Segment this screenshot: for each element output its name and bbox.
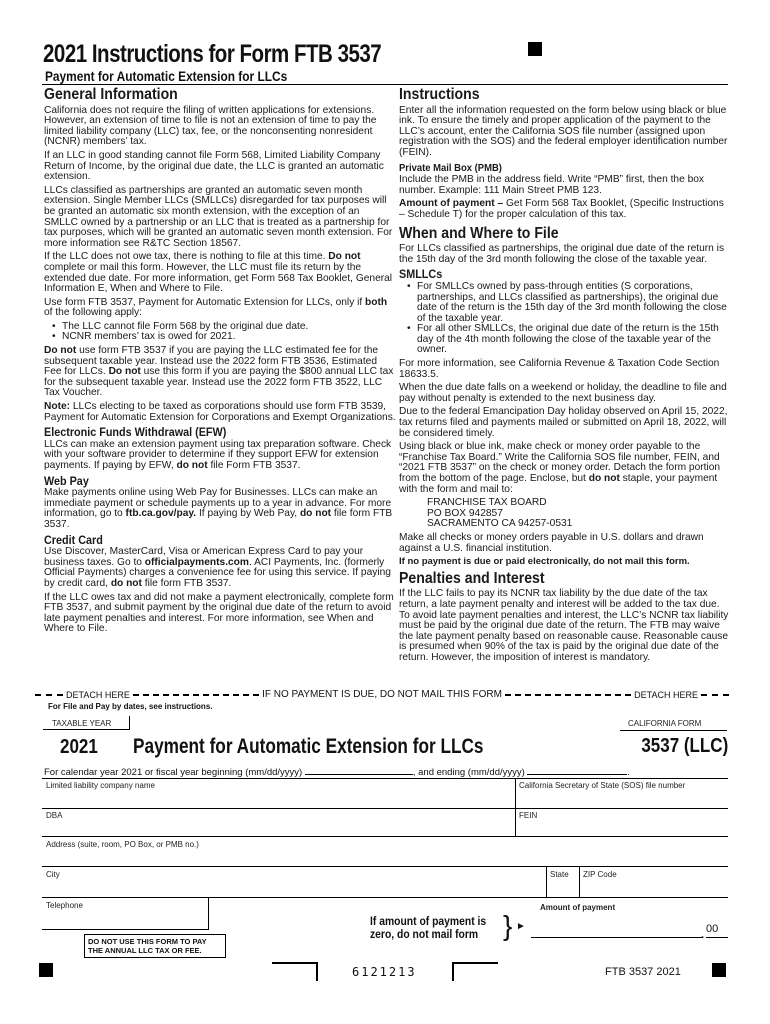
paragraph: For more information, see California Revenue & Taxation Code Section 18633.5.: [399, 358, 720, 380]
paragraph: When the due date falls on a weekend or holiday, the deadline to file and pay without penalty is extended to the next business day.: [399, 382, 727, 404]
detach-warning: IF NO PAYMENT IS DUE, DO NOT MAIL THIS FORM: [262, 689, 502, 700]
smllc-list: [407, 282, 729, 356]
california-form-rule: [620, 730, 727, 731]
general-information-heading: General Information: [44, 86, 178, 103]
do-not-use-notice: DO NOT USE THIS FORM TO PAY THE ANNUAL LLC TAX OR FEE.: [84, 934, 226, 958]
paragraph: Due to the federal Emancipation Day holiday observed on April 15, 2022, tax returns filed and payments mailed or submitted on April 18, 2022, will be considered timely.: [399, 406, 728, 439]
sos-number-label: California Secretary of State (SOS) file number: [519, 781, 686, 790]
amount-field[interactable]: [531, 937, 703, 938]
detach-label-left: DETACH HERE: [66, 689, 130, 700]
paragraph: If no payment is due or paid electronically, do not mail this form.: [399, 556, 690, 568]
amount-cents: 00: [706, 923, 719, 935]
paragraph: Make payments online using Web Pay for Businesses. LLCs can make an immediate payment or schedule payments up to a year in advance. For more information, go to ftb.ca.gov/pay. If paying by Web Pay, do not file form FTB 3537.: [44, 487, 393, 530]
fein-label: FEIN: [519, 811, 538, 820]
right-column: [399, 88, 729, 667]
form-footer-id: FTB 3537 2021: [605, 966, 681, 978]
efw-heading: Electronic Funds Withdrawal (EFW): [44, 425, 227, 440]
detach-label-right: DETACH HERE: [634, 689, 698, 700]
list-item: • NCNR members’ tax is owed for 2021.: [52, 332, 396, 343]
penalties-heading: Penalties and Interest: [399, 569, 545, 587]
mailing-address: [399, 498, 729, 530]
telephone-label: Telephone: [46, 901, 83, 910]
paragraph: Using black or blue ink, make check or money order payable to the “Franchise Tax Board.” Write the California SOS file number, FEIN, and “2021 FTB 3537” on the check or money order. Detach the form portion from the bottom of the page. Enclose, but do not staple, your payment with the form and mail to:: [399, 441, 721, 495]
left-column: [44, 88, 396, 638]
paragraph: For LLCs classified as partnerships, the original due date of the return is the 15th day of the 3rd month following the close of the taxable year.: [399, 243, 725, 265]
paragraph: Enter all the information requested on the form below using black or blue ink. To ensure the timely and proper application of the payment to the LLC’s account, enter the California SOS file number (assigned upon registration with the SOS) and the federal employer identification number (FEIN).: [399, 104, 728, 158]
form-divider: [546, 866, 547, 897]
form-divider: [579, 866, 580, 897]
state-label: State: [550, 870, 569, 879]
paragraph: Do not use form FTB 3537 if you are paying the LLC estimated fee for the subsequent taxable year. Instead use the 2022 form FTB 3536, Estimated Fee for LLCs. Do not use this form if you are paying the $800 annual LLC tax for the subsequent taxable year. Instead use the 2022 form FTB 3522, LLC Tax Voucher.: [44, 345, 394, 399]
paragraph: Use Discover, MasterCard, Visa or American Express Card to pay your business taxes. Go to officialpayments.com. ACI Payments, Inc. (formerly Official Payments) charges a convenience fee for using this service. If paying by credit card, do not file form FTB 3537.: [44, 546, 391, 589]
calendar-year-line: For calendar year 2021 or fiscal year beginning (mm/dd/yyyy) , and ending (mm/dd/yyyy) .: [44, 767, 631, 778]
file-pay-note: For File and Pay by dates, see instructions.: [48, 702, 213, 711]
registration-mark-top: [528, 42, 542, 56]
form-divider: [515, 778, 516, 836]
paragraph: Include the PMB in the address field. Write “PMB” first, then the box number. Example: 111 Main Street PMB 123.: [399, 174, 705, 196]
paragraph: California does not require the filing of written applications for extensions. However, an extension of time to file is not an extension of time to pay the limited liability company (LLC) tax, fee, or the nonconsenting nonresident (NCNR) members’ tax.: [44, 104, 377, 148]
instructions-heading: Instructions: [399, 86, 480, 103]
paragraph: If the LLC does not owe tax, there is nothing to file at this time. Do not complete or mail this form. However, the LLC must file its return by the extended due date. For more information, get Form 568 Tax Booklet, General Information E, When and Where to File.: [44, 251, 393, 295]
paragraph: Make all checks or money orders payable in U.S. dollars and drawn against a U.S. financial institution.: [399, 531, 704, 554]
fiscal-end-field[interactable]: [527, 766, 627, 775]
address-line: SACRAMENTO CA 94257-0531: [427, 518, 573, 530]
title-rule: [42, 84, 728, 85]
paragraph: If the LLC fails to pay its NCNR tax liability by the due date of the tax return, a late payment penalty and interest will be added to the tax due. To avoid late payment penalties and interest, the LLC’s NCNR tax liability must be paid by the original due date of the return. The FTB may waive the late payment penalty based on reasonable cause. Reasonable cause is presumed when 90% of the tax is paid by the original due date of the return. However, the imposition of interest is mandatory.: [399, 588, 729, 663]
form-rule: [42, 836, 728, 837]
paragraph: LLCs classified as partnerships are granted an automatic seven month extension. Single Member LLCs (SMLLCs) disregarded for tax purposes will be granted an automatic six month extension, with the exception of an SMLLC owned by a partnership or an LLC that is treated as a partnership for tax purposes, which will be granted an automatic seven month extension. For more information see R&TC Section 18567.: [44, 184, 393, 249]
scan-mark: [452, 962, 498, 964]
cents-field[interactable]: [706, 937, 728, 938]
fiscal-begin-field[interactable]: [305, 766, 413, 775]
llc-name-label: Limited liability company name: [46, 781, 155, 790]
pmb-heading: Private Mail Box (PMB): [399, 161, 502, 174]
form-year: 2021: [60, 736, 98, 758]
arrow-icon: ►: [516, 921, 526, 932]
form-title: Payment for Automatic Extension for LLCs: [133, 735, 484, 758]
detach-line: [32, 689, 732, 700]
list-item: • For all other SMLLCs, the original due date of the return is the 15th day of the 4th month following the close of the taxable year of the owner.: [407, 324, 729, 356]
form-rule: [42, 866, 728, 867]
web-pay-heading: Web Pay: [44, 473, 89, 488]
smllcs-heading: SMLLCs: [399, 267, 443, 282]
zero-payment-notice: If amount of payment is zero, do not mail form: [370, 916, 487, 941]
web-pay-link[interactable]: ftb.ca.gov/pay.: [125, 508, 197, 520]
address-line: FRANCHISE TAX BOARD: [427, 497, 547, 509]
address-line: PO BOX 942857: [427, 507, 503, 519]
amount-label: Amount of payment: [540, 903, 616, 912]
list-item: • The LLC cannot file Form 568 by the original due date.: [52, 322, 396, 333]
paragraph: Use form FTB 3537, Payment for Automatic Extension for LLCs, only if both of the following apply:: [44, 296, 388, 319]
city-label: City: [46, 870, 60, 879]
brace-glyph: }: [503, 910, 513, 941]
conditions-list: [52, 322, 396, 343]
zip-label: ZIP Code: [583, 870, 617, 879]
paragraph: If the LLC owes tax and did not make a payment electronically, complete form FTB 3537, and submit payment by the original due date of the return to avoid late payment penalties and interest. For more information, see When and Where to File.: [44, 591, 394, 635]
scan-mark: [272, 962, 318, 964]
taxable-year-box: [43, 716, 130, 730]
paragraph: If an LLC in good standing cannot file Form 568, Limited Liability Company Return of Income, by the original due date, the LLC is granted an automatic extension.: [44, 149, 384, 183]
page-subtitle: Payment for Automatic Extension for LLCs: [45, 68, 288, 84]
credit-card-heading: Credit Card: [44, 532, 103, 547]
list-item: • For SMLLCs owned by pass-through entities (S corporations, partnerships, and LLCs classified as partnerships), the original due date of the return is the 15th day of the 3rd month following the close of the taxable year.: [407, 282, 729, 324]
registration-mark-bottom-right: [712, 963, 726, 977]
scan-mark: [316, 962, 318, 981]
form-rule: [42, 929, 209, 930]
paragraph: LLCs can make an extension payment using tax preparation software. Check with your software provider to determine if they support EFW for extension payments. If paying by EFW, do not file Form FTB 3537.: [44, 438, 392, 471]
page-title: 2021 Instructions for Form FTB 3537: [43, 40, 382, 68]
form-rule: [42, 808, 728, 809]
registration-mark-bottom-left: [39, 963, 53, 977]
scan-mark: [452, 962, 454, 981]
form-divider: [208, 897, 209, 929]
barcode-number: 6121213: [352, 965, 417, 979]
form-rule: [42, 897, 728, 898]
address-label: Address (suite, room, PO Box, or PMB no.): [46, 840, 199, 849]
official-payments-link[interactable]: officialpayments.com: [144, 556, 249, 568]
amount-decimal: .: [701, 929, 705, 941]
paragraph: Amount of payment – Get Form 568 Tax Booklet, (Specific Instructions – Schedule T) for the proper calculation of this tax.: [399, 198, 724, 220]
california-form-label: CALIFORNIA FORM: [628, 719, 702, 728]
form-rule: [42, 778, 728, 779]
form-number: 3537 (LLC): [641, 735, 728, 757]
dba-label: DBA: [46, 811, 63, 820]
taxable-year-label: TAXABLE YEAR: [52, 719, 112, 728]
when-where-heading: When and Where to File: [399, 224, 559, 242]
paragraph: Note: LLCs electing to be taxed as corporations should use form FTB 3539, Payment for Automatic Extension for Corporations and Exempt Organizations.: [44, 401, 396, 423]
